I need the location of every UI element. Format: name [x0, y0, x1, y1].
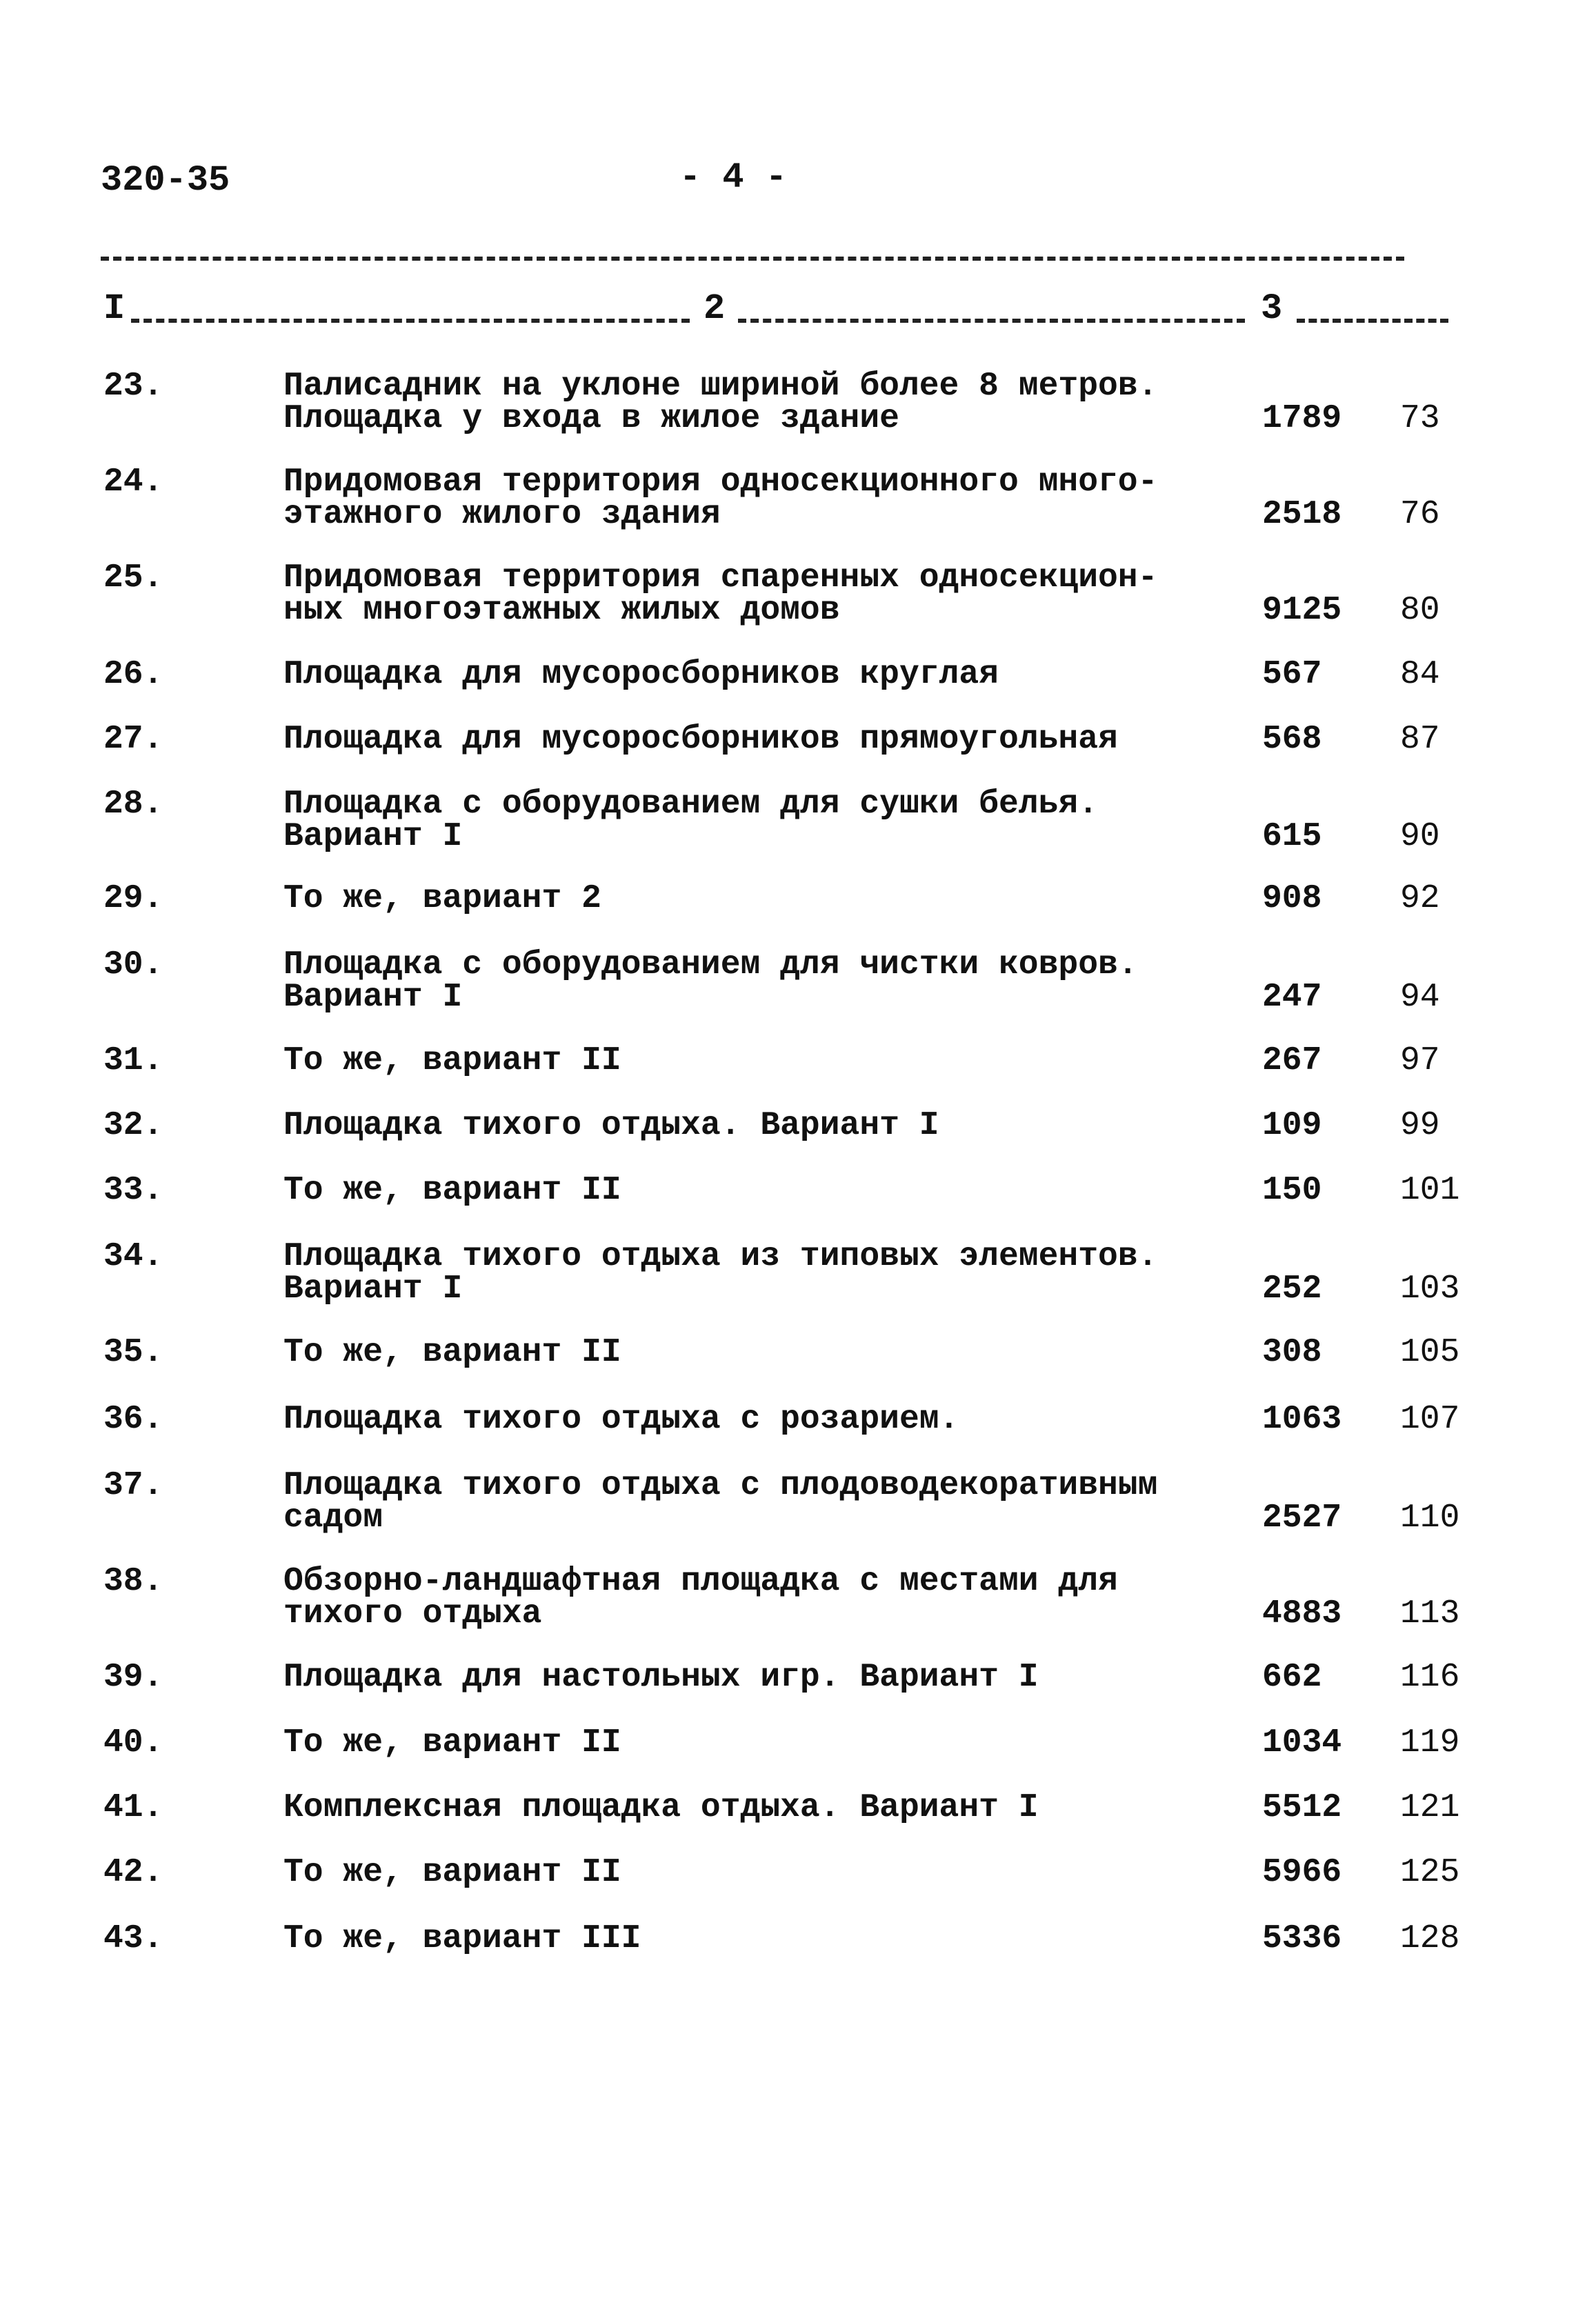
- header-divider-a: [131, 319, 690, 323]
- item-title: [283, 463, 1158, 533]
- item-title-line: Вариант I: [283, 818, 463, 855]
- item-title-line: То же, вариант II: [283, 1854, 621, 1891]
- item-title-line: То же, вариант II: [283, 1042, 621, 1079]
- top-divider: [101, 257, 1404, 261]
- item-sheet-value: 567: [1262, 656, 1322, 693]
- item-title-line: Придомовая территория спаренных односекцион-: [283, 559, 1158, 597]
- item-number: 25.: [103, 559, 163, 597]
- item-title-line: ных многоэтажных жилых домов: [283, 592, 840, 629]
- item-title: [283, 370, 1157, 435]
- item-title-line: садом: [283, 1499, 383, 1537]
- item-title-line: Вариант I: [283, 1270, 463, 1308]
- item-title-line: То же, вариант III: [283, 1920, 641, 1957]
- item-page-number: 110: [1400, 1499, 1460, 1537]
- item-title-line: этажного жилого здания: [283, 496, 721, 533]
- item-number: 38.: [103, 1563, 163, 1600]
- item-sheet-value: 2527: [1262, 1499, 1342, 1537]
- item-title: [283, 1042, 621, 1079]
- item-sheet-value: 1789: [1262, 400, 1342, 437]
- item-number: 26.: [103, 656, 163, 693]
- item-page-number: 92: [1400, 880, 1440, 917]
- item-title-line: Площадка тихого отдыха с плодоводекоративным: [283, 1467, 1158, 1504]
- item-number: 36.: [103, 1401, 163, 1438]
- column-header-2: 2: [704, 288, 726, 329]
- item-page-number: 113: [1400, 1595, 1460, 1633]
- item-number: 35.: [103, 1334, 163, 1371]
- item-number: 33.: [103, 1172, 163, 1209]
- item-sheet-value: 5512: [1262, 1789, 1342, 1826]
- item-title-line: Придомовая территория односекционного много-: [283, 463, 1158, 501]
- item-title-line: Обзорно-ландшафтная площадка с местами для: [283, 1563, 1118, 1600]
- header-divider-c: [1297, 319, 1448, 323]
- item-number: 28.: [103, 786, 163, 823]
- item-sheet-value: 662: [1262, 1659, 1322, 1696]
- item-page-number: 116: [1400, 1659, 1460, 1696]
- item-number: 39.: [103, 1659, 163, 1696]
- item-title: [283, 1854, 621, 1891]
- item-title-line: Палисадник на уклоне шириной более 8 метров.: [283, 368, 1158, 405]
- item-title-line: То же, вариант II: [283, 1172, 621, 1209]
- item-page-number: 84: [1400, 656, 1440, 693]
- item-title: [283, 656, 999, 693]
- item-page-number: 99: [1400, 1107, 1440, 1144]
- item-title-line: Площадка для мусоросборников круглая: [283, 656, 999, 693]
- item-number: 37.: [103, 1467, 163, 1504]
- item-page-number: 121: [1400, 1789, 1460, 1826]
- item-page-number: 103: [1400, 1270, 1460, 1308]
- item-page-number: 73: [1400, 400, 1440, 437]
- item-sheet-value: 252: [1262, 1270, 1322, 1308]
- item-title: [283, 1563, 1118, 1633]
- item-sheet-value: 615: [1262, 818, 1322, 855]
- item-title-line: То же, вариант 2: [283, 880, 601, 917]
- item-sheet-value: 308: [1262, 1334, 1322, 1371]
- item-sheet-value: 908: [1262, 880, 1322, 917]
- item-page-number: 105: [1400, 1334, 1460, 1371]
- item-number: 27.: [103, 721, 163, 758]
- item-page-number: 101: [1400, 1172, 1460, 1209]
- item-sheet-value: 1063: [1262, 1401, 1342, 1438]
- item-title: [283, 1238, 1158, 1308]
- item-title-line: То же, вариант II: [283, 1724, 621, 1762]
- item-sheet-value: 4883: [1262, 1595, 1342, 1633]
- item-sheet-value: 247: [1262, 979, 1322, 1016]
- column-header-1: I: [103, 288, 126, 329]
- item-number: 31.: [103, 1042, 163, 1079]
- item-number: 29.: [103, 880, 163, 917]
- item-sheet-value: 2518: [1262, 496, 1342, 533]
- item-title: [283, 559, 1158, 629]
- item-page-number: 90: [1400, 818, 1440, 855]
- item-sheet-value: 5966: [1262, 1854, 1342, 1891]
- item-title: [283, 721, 1118, 758]
- item-number: 41.: [103, 1789, 163, 1826]
- item-sheet-value: 9125: [1262, 592, 1342, 629]
- item-title: [283, 1467, 1158, 1537]
- item-number: 43.: [103, 1920, 163, 1957]
- item-sheet-value: 150: [1262, 1172, 1322, 1209]
- item-number: 34.: [103, 1238, 163, 1275]
- item-page-number: 76: [1400, 496, 1440, 533]
- item-title-line: Площадка для настольных игр. Вариант I: [283, 1659, 1039, 1696]
- item-title-line: тихого отдыха: [283, 1595, 542, 1633]
- page-number: - 4 -: [679, 157, 788, 198]
- item-title-line: Площадка тихого отдыха. Вариант I: [283, 1107, 939, 1144]
- item-title: [283, 1334, 621, 1371]
- item-page-number: 107: [1400, 1401, 1460, 1438]
- item-title: [283, 1920, 641, 1957]
- item-title: [283, 1172, 621, 1209]
- item-title: [283, 788, 1098, 853]
- item-page-number: 97: [1400, 1042, 1440, 1079]
- item-number: 32.: [103, 1107, 163, 1144]
- item-sheet-value: 109: [1262, 1107, 1322, 1144]
- item-sheet-value: 568: [1262, 721, 1322, 758]
- item-sheet-value: 5336: [1262, 1920, 1342, 1957]
- item-number: 24.: [103, 463, 163, 501]
- item-page-number: 94: [1400, 979, 1440, 1016]
- item-number: 40.: [103, 1724, 163, 1762]
- item-page-number: 125: [1400, 1854, 1460, 1891]
- item-title-line: Площадка для мусоросборников прямоугольная: [283, 721, 1118, 758]
- item-title-line: Площадка с оборудованием для чистки ковров.: [283, 946, 1138, 984]
- header-divider-b: [738, 319, 1245, 323]
- item-title-line: Площадка тихого отдыха из типовых элементов.: [283, 1238, 1158, 1275]
- item-title-line: Площадка у входа в жилое здание: [283, 400, 899, 437]
- item-number: 30.: [103, 946, 163, 984]
- item-number: 42.: [103, 1854, 163, 1891]
- item-page-number: 87: [1400, 721, 1440, 758]
- item-title-line: Площадка с оборудованием для сушки белья.: [283, 786, 1098, 823]
- item-sheet-value: 1034: [1262, 1724, 1342, 1762]
- item-title: [283, 1789, 1039, 1826]
- item-title-line: То же, вариант II: [283, 1334, 621, 1371]
- column-header-3: 3: [1261, 288, 1283, 329]
- item-title: [283, 1107, 939, 1144]
- item-title: [283, 880, 601, 917]
- item-title-line: Вариант I: [283, 979, 463, 1016]
- item-title: [283, 1659, 1039, 1696]
- item-page-number: 119: [1400, 1724, 1460, 1762]
- item-title: [283, 1724, 621, 1762]
- item-title: [283, 946, 1138, 1016]
- item-sheet-value: 267: [1262, 1042, 1322, 1079]
- item-title-line: Площадка тихого отдыха с розарием.: [283, 1401, 959, 1438]
- item-page-number: 80: [1400, 592, 1440, 629]
- item-page-number: 128: [1400, 1920, 1460, 1957]
- document-code: 320-35: [101, 160, 230, 201]
- item-title-line: Комплексная площадка отдыха. Вариант I: [283, 1789, 1039, 1826]
- item-number: 23.: [103, 368, 163, 405]
- item-title: [283, 1401, 959, 1438]
